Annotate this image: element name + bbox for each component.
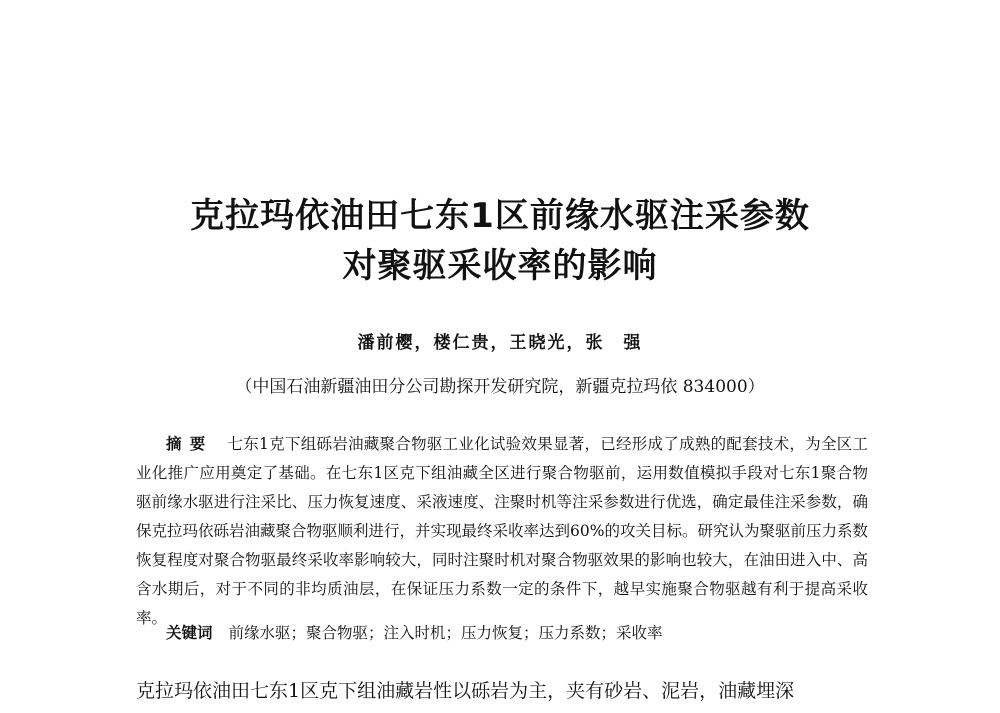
keywords-text: 前缘水驱；聚合物驱；注入时机；压力恢复；压力系数；采收率 xyxy=(228,624,663,642)
body-paragraph: 克拉玛依油田七东1区克下组油藏岩性以砾岩为主，夹有砂岩、泥岩，油藏埋深 xyxy=(136,680,795,702)
paper-title-line-1: 克拉玛依油田七东1区前缘水驱注采参数 xyxy=(190,196,810,236)
abstract xyxy=(136,429,868,633)
paper-title-line-2: 对聚驱采收率的影响 xyxy=(342,246,658,286)
author-list: 潘前樱，楼仁贵，王晓光，张 强 xyxy=(357,333,643,353)
affiliation: （中国石油新疆油田分公司勘探开发研究院，新疆克拉玛依 834000） xyxy=(235,377,765,397)
keywords-label: 关键词 xyxy=(166,623,213,642)
abstract-text: 七东1克下组砾岩油藏聚合物驱工业化试验效果显著，已经形成了成熟的配套技术，为全区工业化推广应用奠定了基础。在七东1区克下组油藏全区进行聚合物驱前，运用数值模拟手段对七东1聚合物驱前缘水驱进行注采比、压力恢复速度、采液速度、注聚时机等注采参数进行优选，确定最佳注采参数，确保克拉玛依砾岩油藏聚合物驱顺利进行，并实现最终采收率达到60%的攻关目标。研究认为聚驱前压力系数恢复程度对聚合物驱最终采收率影响较大，同时注聚时机对聚合物驱效果的影响也较大，在油田进入中、高含水期后，对于不同的非均质油层，在保证压力系数一定的条件下，越早实施聚合物驱越有利于提高采收率。 xyxy=(136,435,868,627)
keywords xyxy=(166,621,866,643)
abstract-label: 摘要 xyxy=(166,434,214,453)
